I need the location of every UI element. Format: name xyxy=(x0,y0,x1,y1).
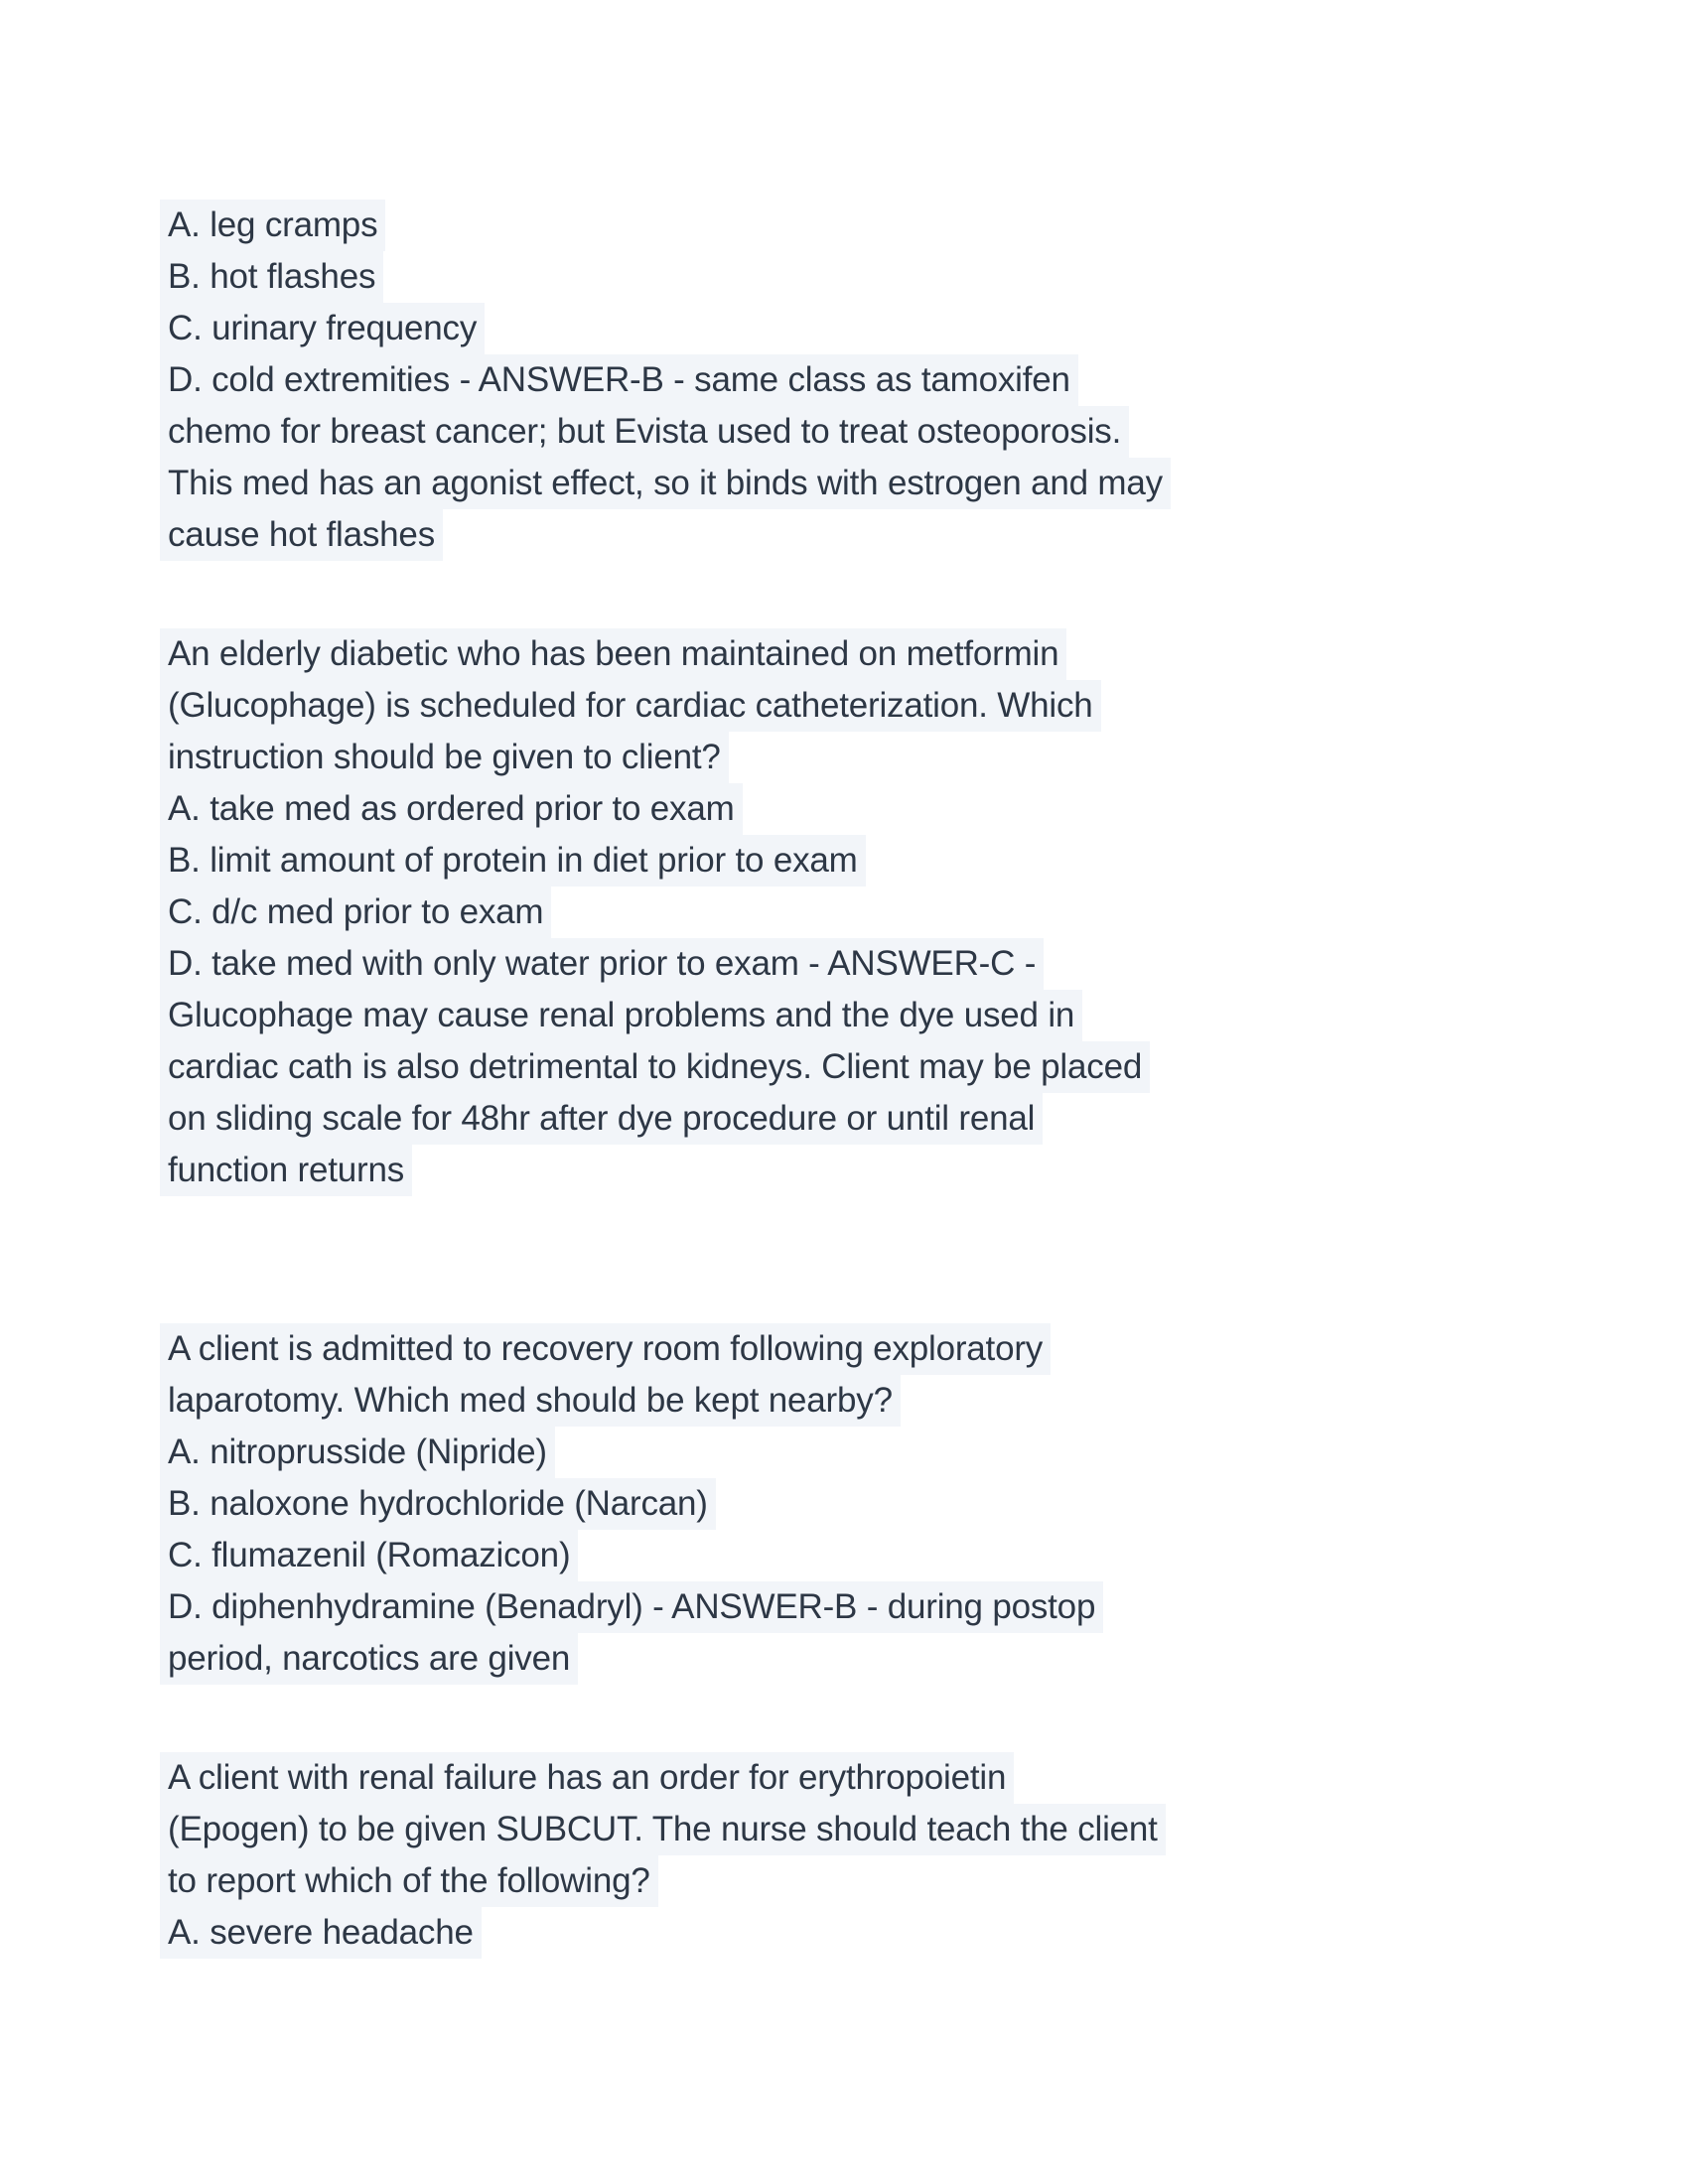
highlighted-text: C. flumazenil (Romazicon) xyxy=(160,1530,578,1581)
text-line xyxy=(168,1093,1558,1145)
text-line xyxy=(168,354,1558,406)
text-line xyxy=(168,509,1558,561)
highlighted-text: B. limit amount of protein in diet prior to exam xyxy=(160,835,866,887)
text-line xyxy=(168,1478,1558,1530)
highlighted-text: instruction should be given to client? xyxy=(160,732,729,783)
text-line xyxy=(168,1855,1558,1907)
highlighted-text: D. cold extremities - ANSWER-B - same class as tamoxifen xyxy=(160,354,1078,406)
text-line xyxy=(168,251,1558,303)
paragraph-gap xyxy=(168,561,1558,628)
highlighted-text: D. take med with only water prior to exam - ANSWER-C - xyxy=(160,938,1044,990)
highlighted-text: C. d/c med prior to exam xyxy=(160,887,551,938)
highlighted-text: An elderly diabetic who has been maintained on metformin xyxy=(160,628,1066,680)
text-line xyxy=(168,1907,1558,1959)
highlighted-text: to report which of the following? xyxy=(160,1855,658,1907)
highlighted-text: function returns xyxy=(160,1145,412,1196)
text-line xyxy=(168,1323,1558,1375)
text-line xyxy=(168,406,1558,458)
highlighted-text: A. severe headache xyxy=(160,1907,482,1959)
text-line xyxy=(168,835,1558,887)
highlighted-text: (Glucophage) is scheduled for cardiac catheterization. Which xyxy=(160,680,1101,732)
highlighted-text: A. leg cramps xyxy=(160,200,385,251)
text-line xyxy=(168,1041,1558,1093)
question-block xyxy=(168,1752,1558,1959)
text-line xyxy=(168,1375,1558,1427)
highlighted-text: B. naloxone hydrochloride (Narcan) xyxy=(160,1478,716,1530)
highlighted-text: chemo for breast cancer; but Evista used to treat osteoporosis. xyxy=(160,406,1129,458)
text-line xyxy=(168,200,1558,251)
paragraph-gap xyxy=(168,1685,1558,1752)
question-block xyxy=(168,200,1558,561)
text-line xyxy=(168,1633,1558,1685)
highlighted-text: Glucophage may cause renal problems and the dye used in xyxy=(160,990,1082,1041)
text-line xyxy=(168,680,1558,732)
text-line xyxy=(168,990,1558,1041)
text-line xyxy=(168,1530,1558,1581)
highlighted-text: C. urinary frequency xyxy=(160,303,485,354)
text-line xyxy=(168,1581,1558,1633)
highlighted-text: cause hot flashes xyxy=(160,509,443,561)
highlighted-text: period, narcotics are given xyxy=(160,1633,578,1685)
question-block xyxy=(168,628,1558,1196)
text-line xyxy=(168,938,1558,990)
highlighted-text: B. hot flashes xyxy=(160,251,383,303)
highlighted-text: A client is admitted to recovery room following exploratory xyxy=(160,1323,1051,1375)
document-content xyxy=(168,200,1558,1959)
highlighted-text: A. take med as ordered prior to exam xyxy=(160,783,743,835)
paragraph-gap xyxy=(168,1196,1558,1323)
text-line xyxy=(168,1145,1558,1196)
question-block xyxy=(168,1323,1558,1685)
text-line xyxy=(168,303,1558,354)
text-line xyxy=(168,1804,1558,1855)
text-line xyxy=(168,1752,1558,1804)
text-line xyxy=(168,458,1558,509)
text-line xyxy=(168,1427,1558,1478)
highlighted-text: A. nitroprusside (Nipride) xyxy=(160,1427,555,1478)
text-line xyxy=(168,628,1558,680)
highlighted-text: This med has an agonist effect, so it binds with estrogen and may xyxy=(160,458,1171,509)
highlighted-text: A client with renal failure has an order for erythropoietin xyxy=(160,1752,1014,1804)
text-line xyxy=(168,887,1558,938)
highlighted-text: (Epogen) to be given SUBCUT. The nurse should teach the client xyxy=(160,1804,1166,1855)
text-line xyxy=(168,732,1558,783)
highlighted-text: on sliding scale for 48hr after dye procedure or until renal xyxy=(160,1093,1043,1145)
text-line xyxy=(168,783,1558,835)
highlighted-text: laparotomy. Which med should be kept nearby? xyxy=(160,1375,901,1427)
highlighted-text: cardiac cath is also detrimental to kidneys. Client may be placed xyxy=(160,1041,1150,1093)
highlighted-text: D. diphenhydramine (Benadryl) - ANSWER-B - during postop xyxy=(160,1581,1103,1633)
